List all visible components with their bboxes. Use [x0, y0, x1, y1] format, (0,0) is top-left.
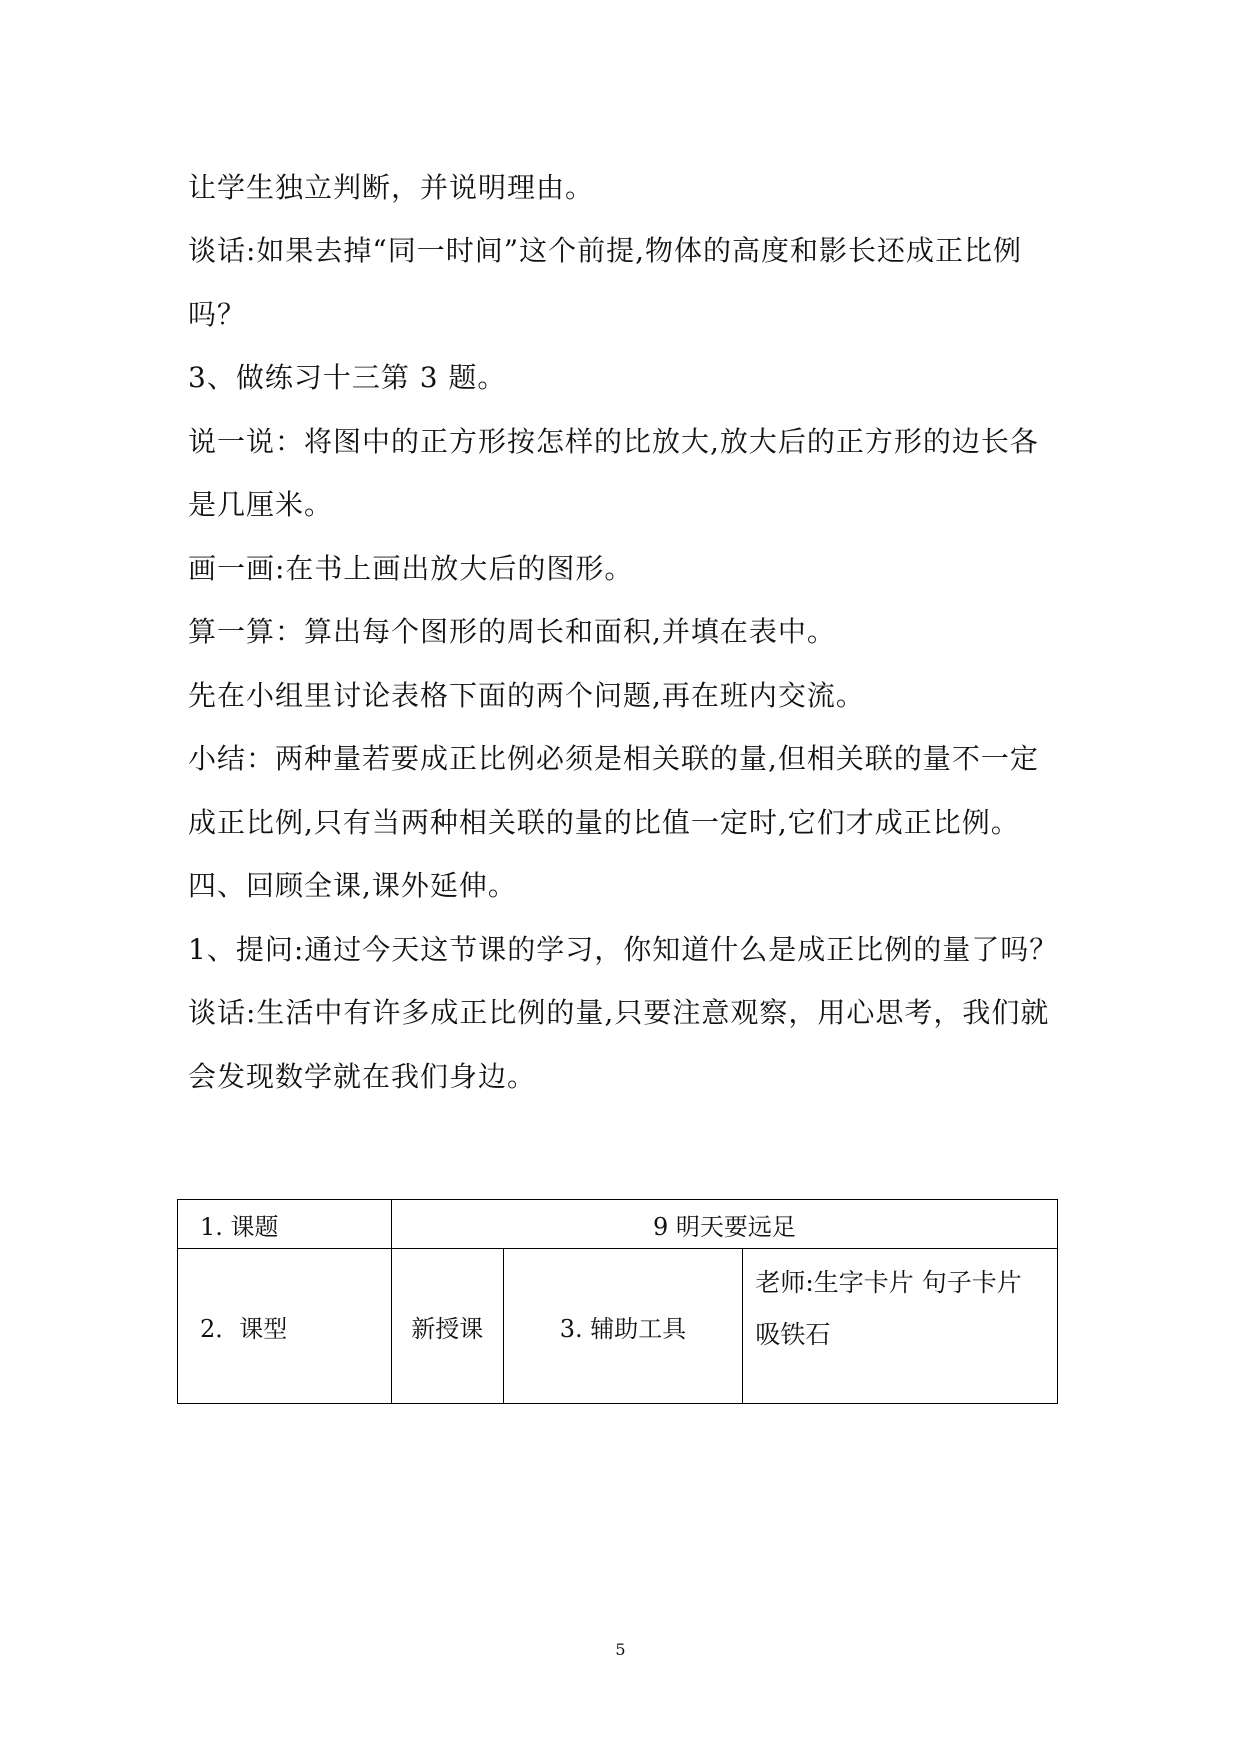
tools-label-cell: 3. 辅助工具 [503, 1249, 743, 1404]
tools-line: 老师:生字卡片 句子卡片 [755, 1268, 1022, 1297]
body-line: 谈话:如果去掉“同一时间”这个前提,物体的高度和影长还成正比例 [188, 234, 1022, 267]
table-row [178, 1249, 1058, 1404]
body-line: 3、做练习十三第 3 题。 [188, 361, 507, 394]
body-line: 吗？ [188, 298, 247, 331]
lesson-type-label-cell: 2．课型 [178, 1249, 392, 1404]
body-line: 1、提问:通过今天这节课的学习，你知道什么是成正比例的量了吗？ [188, 933, 1059, 966]
tools-line: 吸铁石 [755, 1320, 831, 1349]
body-line: 成正比例,只有当两种相关联的量的比值一定时,它们才成正比例。 [188, 806, 1020, 839]
topic-value-cell: 9 明天要远足 [391, 1200, 1057, 1249]
body-line: 四、回顾全课,课外延伸。 [188, 869, 517, 902]
page-number: 5 [615, 1640, 626, 1659]
lesson-type-value-cell: 新授课 [391, 1249, 503, 1404]
tools-value-cell [743, 1249, 1058, 1404]
lesson-info-table [177, 1199, 1058, 1404]
body-line: 说一说：将图中的正方形按怎样的比放大,放大后的正方形的边长各 [188, 425, 1039, 458]
body-line: 先在小组里讨论表格下面的两个问题,再在班内交流。 [188, 679, 865, 712]
body-line: 谈话:生活中有许多成正比例的量,只要注意观察，用心思考，我们就 [188, 996, 1050, 1029]
body-line: 算一算：算出每个图形的周长和面积,并填在表中。 [188, 615, 836, 648]
topic-label-cell: 1. 课题 [178, 1200, 392, 1249]
table-row [178, 1200, 1058, 1249]
body-line: 小结：两种量若要成正比例必须是相关联的量,但相关联的量不一定 [188, 742, 1039, 775]
body-line: 画一画:在书上画出放大后的图形。 [188, 552, 634, 585]
body-line: 会发现数学就在我们身边。 [188, 1060, 537, 1093]
body-line: 让学生独立判断，并说明理由。 [188, 171, 595, 204]
body-line: 是几厘米。 [188, 488, 334, 521]
